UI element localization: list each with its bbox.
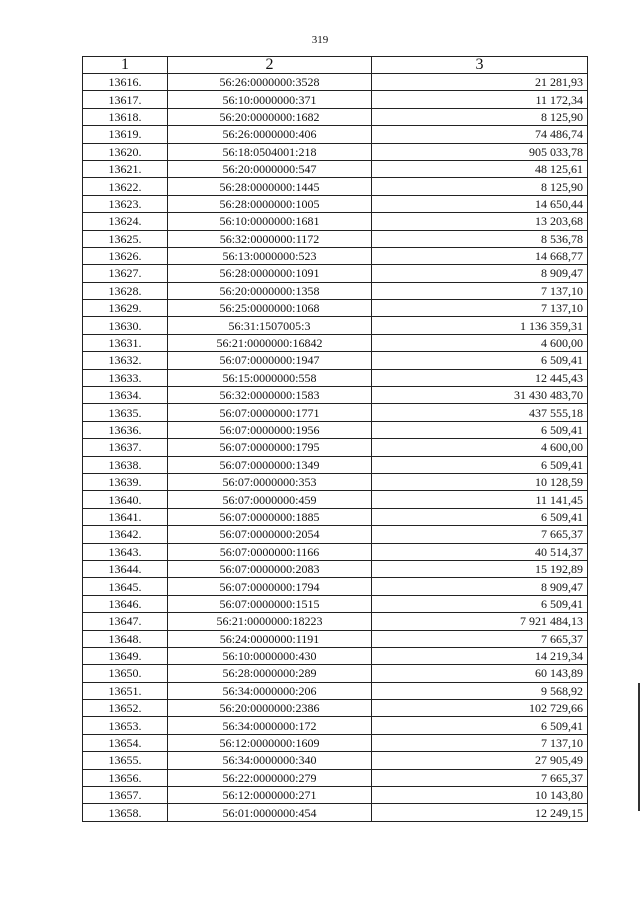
cadastral-number-cell: 56:07:0000000:1947 [168, 352, 372, 369]
cadastral-value-cell: 60 143,89 [372, 665, 588, 682]
table-row [83, 700, 588, 717]
table-row [83, 473, 588, 490]
table-row [83, 787, 588, 804]
table-row [83, 439, 588, 456]
cadastral-value-cell: 74 486,74 [372, 126, 588, 143]
row-number-cell: 13617. [83, 91, 168, 108]
cadastral-value-cell: 1 136 359,31 [372, 317, 588, 334]
cadastral-value-cell: 7 665,37 [372, 769, 588, 786]
cadastral-number-cell: 56:07:0000000:353 [168, 473, 372, 490]
table-row [83, 630, 588, 647]
column-header-2: 2 [168, 57, 372, 74]
cadastral-value-cell: 6 509,41 [372, 421, 588, 438]
table-row [83, 526, 588, 543]
cadastral-value-cell: 4 600,00 [372, 334, 588, 351]
cadastral-value-cell: 8 536,78 [372, 230, 588, 247]
row-number-cell: 13656. [83, 769, 168, 786]
row-number-cell: 13624. [83, 213, 168, 230]
cadastral-number-cell: 56:10:0000000:430 [168, 647, 372, 664]
cadastral-value-cell: 8 909,47 [372, 578, 588, 595]
row-number-cell: 13618. [83, 108, 168, 125]
cadastral-value-cell: 12 445,43 [372, 369, 588, 386]
cadastral-value-cell: 4 600,00 [372, 439, 588, 456]
row-number-cell: 13640. [83, 491, 168, 508]
cadastral-number-cell: 56:34:0000000:340 [168, 752, 372, 769]
row-number-cell: 13621. [83, 160, 168, 177]
cadastral-value-cell: 10 143,80 [372, 787, 588, 804]
cadastral-number-cell: 56:10:0000000:371 [168, 91, 372, 108]
row-number-cell: 13620. [83, 143, 168, 160]
cadastral-number-cell: 56:07:0000000:1771 [168, 404, 372, 421]
row-number-cell: 13636. [83, 421, 168, 438]
cadastral-number-cell: 56:20:0000000:547 [168, 160, 372, 177]
cadastral-value-cell: 6 509,41 [372, 508, 588, 525]
table-row [83, 665, 588, 682]
table-row [83, 560, 588, 577]
row-number-cell: 13638. [83, 456, 168, 473]
row-number-cell: 13619. [83, 126, 168, 143]
table-row [83, 595, 588, 612]
cadastral-number-cell: 56:26:0000000:406 [168, 126, 372, 143]
column-header-3: 3 [372, 57, 588, 74]
cadastral-number-cell: 56:07:0000000:1956 [168, 421, 372, 438]
table-row [83, 543, 588, 560]
cadastral-value-cell: 7 665,37 [372, 630, 588, 647]
row-number-cell: 13629. [83, 300, 168, 317]
table-row [83, 456, 588, 473]
cadastral-value-cell: 13 203,68 [372, 213, 588, 230]
cadastral-value-cell: 6 509,41 [372, 352, 588, 369]
row-number-cell: 13650. [83, 665, 168, 682]
cadastral-number-cell: 56:07:0000000:1515 [168, 595, 372, 612]
table-body [83, 74, 588, 822]
cadastral-value-cell: 14 219,34 [372, 647, 588, 664]
table-row [83, 160, 588, 177]
cadastral-number-cell: 56:07:0000000:459 [168, 491, 372, 508]
cadastral-number-cell: 56:07:0000000:1166 [168, 543, 372, 560]
cadastral-value-cell: 7 921 484,13 [372, 613, 588, 630]
row-number-cell: 13658. [83, 804, 168, 821]
table-row [83, 195, 588, 212]
row-number-cell: 13653. [83, 717, 168, 734]
table-row [83, 369, 588, 386]
table-row [83, 247, 588, 264]
cadastral-value-cell: 40 514,37 [372, 543, 588, 560]
cadastral-value-cell: 14 668,77 [372, 247, 588, 264]
cadastral-value-cell: 9 568,92 [372, 682, 588, 699]
cadastral-value-cell: 48 125,61 [372, 160, 588, 177]
cadastral-value-cell: 14 650,44 [372, 195, 588, 212]
cadastral-number-cell: 56:21:0000000:18223 [168, 613, 372, 630]
cadastral-number-cell: 56:20:0000000:2386 [168, 700, 372, 717]
cadastral-value-cell: 31 430 483,70 [372, 387, 588, 404]
column-header-1: 1 [83, 57, 168, 74]
table-row [83, 334, 588, 351]
table-row [83, 74, 588, 91]
cadastral-number-cell: 56:01:0000000:454 [168, 804, 372, 821]
row-number-cell: 13651. [83, 682, 168, 699]
cadastral-number-cell: 56:21:0000000:16842 [168, 334, 372, 351]
cadastral-number-cell: 56:15:0000000:558 [168, 369, 372, 386]
row-number-cell: 13646. [83, 595, 168, 612]
row-number-cell: 13649. [83, 647, 168, 664]
table-row [83, 404, 588, 421]
cadastral-value-cell: 6 509,41 [372, 717, 588, 734]
cadastral-value-cell: 21 281,93 [372, 74, 588, 91]
row-number-cell: 13622. [83, 178, 168, 195]
cadastral-value-cell: 10 128,59 [372, 473, 588, 490]
cadastral-number-cell: 56:25:0000000:1068 [168, 300, 372, 317]
cadastral-number-cell: 56:28:0000000:289 [168, 665, 372, 682]
cadastral-value-cell: 102 729,66 [372, 700, 588, 717]
table-row [83, 491, 588, 508]
row-number-cell: 13632. [83, 352, 168, 369]
cadastral-number-cell: 56:28:0000000:1445 [168, 178, 372, 195]
row-number-cell: 13630. [83, 317, 168, 334]
cadastral-value-cell: 8 125,90 [372, 178, 588, 195]
cadastral-value-cell: 11 141,45 [372, 491, 588, 508]
row-number-cell: 13655. [83, 752, 168, 769]
table-row [83, 143, 588, 160]
row-number-cell: 13645. [83, 578, 168, 595]
cadastral-number-cell: 56:28:0000000:1005 [168, 195, 372, 212]
cadastral-value-cell: 27 905,49 [372, 752, 588, 769]
row-number-cell: 13635. [83, 404, 168, 421]
table-row [83, 647, 588, 664]
table-row [83, 178, 588, 195]
cadastral-number-cell: 56:20:0000000:1358 [168, 282, 372, 299]
cadastral-number-cell: 56:07:0000000:1794 [168, 578, 372, 595]
row-number-cell: 13642. [83, 526, 168, 543]
row-number-cell: 13616. [83, 74, 168, 91]
row-number-cell: 13628. [83, 282, 168, 299]
row-number-cell: 13643. [83, 543, 168, 560]
table-row [83, 752, 588, 769]
cadastral-number-cell: 56:22:0000000:279 [168, 769, 372, 786]
row-number-cell: 13654. [83, 734, 168, 751]
cadastral-number-cell: 56:07:0000000:2083 [168, 560, 372, 577]
table-header-row [83, 57, 588, 74]
cadastral-value-cell: 905 033,78 [372, 143, 588, 160]
table-row [83, 387, 588, 404]
cadastral-value-cell: 7 137,10 [372, 282, 588, 299]
row-number-cell: 13623. [83, 195, 168, 212]
table-row [83, 352, 588, 369]
cadastral-number-cell: 56:07:0000000:1885 [168, 508, 372, 525]
table-row [83, 265, 588, 282]
cadastral-number-cell: 56:12:0000000:271 [168, 787, 372, 804]
cadastral-number-cell: 56:07:0000000:1795 [168, 439, 372, 456]
table-row [83, 717, 588, 734]
cadastral-number-cell: 56:34:0000000:206 [168, 682, 372, 699]
table-row [83, 804, 588, 821]
row-number-cell: 13634. [83, 387, 168, 404]
cadastral-number-cell: 56:12:0000000:1609 [168, 734, 372, 751]
cadastral-number-cell: 56:32:0000000:1172 [168, 230, 372, 247]
cadastral-value-table [82, 56, 588, 822]
table-row [83, 578, 588, 595]
cadastral-value-cell: 11 172,34 [372, 91, 588, 108]
cadastral-number-cell: 56:34:0000000:172 [168, 717, 372, 734]
table-row [83, 300, 588, 317]
cadastral-value-cell: 8 909,47 [372, 265, 588, 282]
cadastral-value-cell: 437 555,18 [372, 404, 588, 421]
row-number-cell: 13652. [83, 700, 168, 717]
row-number-cell: 13639. [83, 473, 168, 490]
table-row [83, 734, 588, 751]
table-row [83, 213, 588, 230]
cadastral-value-cell: 7 137,10 [372, 734, 588, 751]
row-number-cell: 13633. [83, 369, 168, 386]
row-number-cell: 13647. [83, 613, 168, 630]
cadastral-number-cell: 56:24:0000000:1191 [168, 630, 372, 647]
row-number-cell: 13648. [83, 630, 168, 647]
cadastral-number-cell: 56:32:0000000:1583 [168, 387, 372, 404]
table-row [83, 108, 588, 125]
table-row [83, 613, 588, 630]
row-number-cell: 13637. [83, 439, 168, 456]
table-row [83, 126, 588, 143]
cadastral-value-cell: 6 509,41 [372, 595, 588, 612]
table-row [83, 91, 588, 108]
row-number-cell: 13641. [83, 508, 168, 525]
row-number-cell: 13627. [83, 265, 168, 282]
table-row [83, 282, 588, 299]
cadastral-value-cell: 12 249,15 [372, 804, 588, 821]
cadastral-number-cell: 56:26:0000000:3528 [168, 74, 372, 91]
cadastral-number-cell: 56:20:0000000:1682 [168, 108, 372, 125]
cadastral-number-cell: 56:07:0000000:1349 [168, 456, 372, 473]
cadastral-number-cell: 56:13:0000000:523 [168, 247, 372, 264]
cadastral-number-cell: 56:18:0504001:218 [168, 143, 372, 160]
table-row [83, 230, 588, 247]
cadastral-value-cell: 15 192,89 [372, 560, 588, 577]
table-row [83, 421, 588, 438]
table-row [83, 508, 588, 525]
cadastral-number-cell: 56:31:1507005:3 [168, 317, 372, 334]
table-row [83, 769, 588, 786]
table-row [83, 682, 588, 699]
row-number-cell: 13626. [83, 247, 168, 264]
row-number-cell: 13631. [83, 334, 168, 351]
table-row [83, 317, 588, 334]
cadastral-number-cell: 56:10:0000000:1681 [168, 213, 372, 230]
cadastral-number-cell: 56:28:0000000:1091 [168, 265, 372, 282]
cadastral-value-cell: 7 137,10 [372, 300, 588, 317]
row-number-cell: 13644. [83, 560, 168, 577]
cadastral-value-cell: 7 665,37 [372, 526, 588, 543]
cadastral-value-cell: 8 125,90 [372, 108, 588, 125]
row-number-cell: 13625. [83, 230, 168, 247]
page-number: 319 [311, 34, 329, 46]
cadastral-value-cell: 6 509,41 [372, 456, 588, 473]
row-number-cell: 13657. [83, 787, 168, 804]
cadastral-number-cell: 56:07:0000000:2054 [168, 526, 372, 543]
